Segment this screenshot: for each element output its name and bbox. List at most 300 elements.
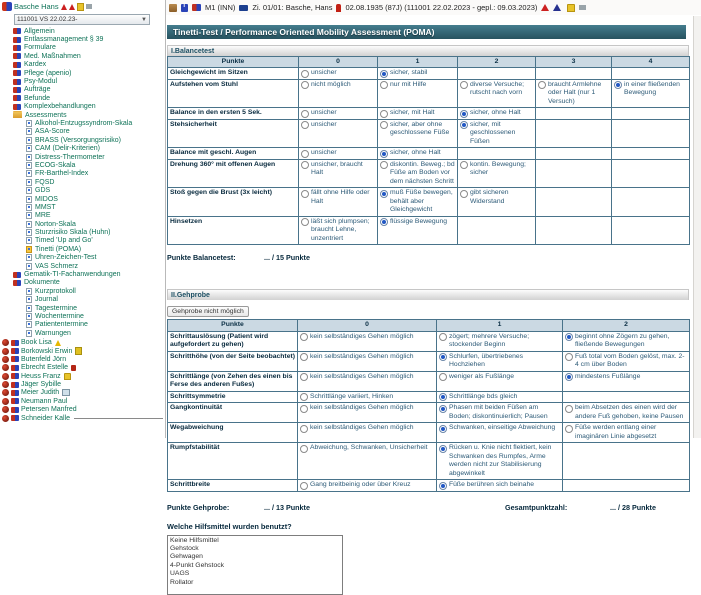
patient-item-label: Butenfeld Jörn [21, 355, 67, 363]
tree-item-label: Norton-Skala [35, 220, 76, 228]
radio-icon[interactable] [538, 81, 546, 89]
option-label: nicht möglich [311, 80, 351, 88]
tree-item-label: Wochentermine [35, 312, 84, 320]
radio-option[interactable] [439, 373, 560, 382]
tree-item-label: Tinetti (POMA) [35, 245, 82, 253]
option-label: kein selbständiges Gehen möglich [310, 424, 414, 432]
form-icon [26, 330, 32, 337]
radio-option[interactable] [301, 109, 375, 118]
column-header: 1 [437, 320, 563, 331]
column-header: 4 [612, 57, 690, 68]
option-label: unsicher [311, 149, 337, 157]
sidebar-item-timed-up-and-go[interactable] [0, 237, 165, 245]
radio-icon[interactable] [565, 353, 573, 361]
radio-icon[interactable] [301, 121, 309, 129]
table-row [168, 79, 690, 107]
radio-option[interactable] [439, 444, 560, 478]
tree-item-label: Kardex [24, 61, 47, 69]
option-label: unsicher [311, 69, 337, 77]
patient-item-butenfeld-j-rn[interactable] [0, 355, 165, 363]
radio-icon[interactable] [300, 445, 308, 453]
sidebar-item-komplexbehandlungen[interactable] [0, 103, 165, 111]
module-icon [11, 390, 19, 396]
option-cell[interactable] [563, 371, 690, 391]
bed-icon [239, 5, 248, 11]
option-cell[interactable] [299, 79, 378, 107]
sidebar-item-gds[interactable] [0, 186, 165, 194]
option-cell[interactable] [612, 79, 690, 107]
option-cell[interactable] [298, 423, 437, 443]
radio-icon[interactable] [301, 81, 309, 89]
option-cell [536, 108, 612, 120]
sidebar-item-cam-delir-kriterien[interactable] [0, 144, 165, 152]
option-cell[interactable] [437, 423, 563, 443]
option-cell[interactable] [378, 159, 458, 187]
patient-info-label: 02.08.1935 (87J) (111001 22.02.2023 - gepl.: 09.03.2023) [345, 3, 538, 12]
radio-option[interactable] [565, 404, 687, 421]
radio-option[interactable] [460, 189, 533, 206]
option-cell [563, 443, 690, 480]
sidebar-item-sturzrisiko-skala-huhn[interactable] [0, 228, 165, 236]
option-cell[interactable] [299, 108, 378, 120]
sidebar-item-warnungen[interactable] [0, 329, 165, 337]
column-header: 2 [563, 320, 690, 331]
gait-row-label-schrittbreite: Schrittbreite [168, 480, 298, 492]
radio-option[interactable] [439, 404, 560, 421]
radio-option[interactable] [380, 161, 455, 186]
gehprobe-nicht-moeglich-button[interactable]: Gehprobe nicht möglich [167, 306, 249, 317]
option-label: kontin. Bewegung; sicher [470, 160, 526, 177]
tree-item-label: Tagestermine [35, 304, 78, 312]
radio-selected-icon[interactable] [380, 218, 388, 226]
sidebar-item-alkohol-entzugssyndrom-skala[interactable] [0, 119, 165, 127]
radio-option[interactable] [301, 121, 375, 130]
option-cell[interactable] [298, 443, 437, 480]
radio-option[interactable] [380, 121, 455, 138]
radio-option[interactable] [614, 81, 687, 98]
radio-option[interactable] [301, 218, 375, 243]
radio-option[interactable] [380, 149, 455, 158]
module-icon [13, 104, 21, 110]
option-cell[interactable] [437, 443, 563, 480]
option-cell [612, 68, 690, 80]
patient-logo-icon [2, 356, 9, 363]
option-label: sicher, aber ohne geschlossene Füße [390, 120, 450, 137]
sidebar-item-formulare[interactable] [0, 44, 165, 52]
radio-icon[interactable] [300, 405, 308, 413]
option-cell[interactable] [458, 159, 536, 187]
option-cell[interactable] [378, 188, 458, 216]
form-icon [26, 254, 32, 261]
sidebar-item-assessments[interactable] [0, 111, 165, 119]
option-cell[interactable] [378, 148, 458, 160]
option-label: Schlurfen, übertriebenes Hochziehen [449, 352, 524, 369]
radio-option[interactable] [300, 333, 434, 342]
option-cell [563, 480, 690, 492]
main-area [166, 0, 701, 586]
radio-option[interactable] [300, 404, 434, 413]
table-row [168, 403, 690, 423]
sidebar-item-vas-schmerz[interactable] [0, 262, 165, 270]
sidebar-item-med-ma-nahmen[interactable] [0, 52, 165, 60]
radio-option[interactable] [565, 373, 687, 382]
sidebar-item-fr-barthel-index[interactable] [0, 170, 165, 178]
case-select[interactable] [14, 14, 150, 25]
radio-icon[interactable] [565, 405, 573, 413]
radio-selected-icon[interactable] [460, 121, 468, 129]
option-cell[interactable] [299, 159, 378, 187]
radio-option[interactable] [300, 393, 434, 402]
option-cell[interactable] [298, 371, 437, 391]
radio-option[interactable] [460, 81, 533, 98]
option-label: unsicher [311, 109, 337, 117]
radio-selected-icon[interactable] [460, 110, 468, 118]
radio-option[interactable] [460, 109, 533, 118]
aids-listbox[interactable] [167, 535, 343, 595]
patient-header[interactable] [0, 0, 165, 13]
sidebar-item-asa-score[interactable] [0, 128, 165, 136]
option-label: Fuß total vom Boden gelöst, max. 2-4 cm über Boden [575, 352, 685, 369]
patient-item-schneider-kalle[interactable] [0, 414, 165, 422]
radio-selected-icon[interactable] [439, 393, 447, 401]
option-cell[interactable] [563, 351, 690, 371]
form-icon [26, 154, 32, 161]
patient-logo-icon [2, 406, 9, 413]
radio-option[interactable] [301, 161, 375, 178]
form-icon [26, 196, 32, 203]
aids-option-4-punkt-gehstock[interactable]: 4-Punkt Gehstock [170, 561, 225, 569]
sidebar-item-patiententermine[interactable] [0, 321, 165, 329]
column-header: Punkte [168, 57, 299, 68]
sidebar-item-entlassmanagement-39[interactable] [0, 35, 165, 43]
sidebar-item-tagestermine[interactable] [0, 304, 165, 312]
radio-option[interactable] [460, 121, 533, 146]
table-row [168, 351, 690, 371]
table-header-row [168, 57, 690, 68]
radio-option[interactable] [380, 109, 455, 118]
folder-icon [13, 112, 22, 118]
radio-icon[interactable] [565, 425, 573, 433]
patient-item-petersen-manfred[interactable] [0, 406, 165, 414]
radio-selected-icon[interactable] [565, 373, 573, 381]
module-icon [13, 62, 21, 68]
option-cell[interactable] [536, 79, 612, 107]
patient-item-label: Borkowski Erwin [21, 347, 73, 355]
option-cell[interactable] [378, 108, 458, 120]
form-icon [26, 263, 32, 270]
radio-icon[interactable] [380, 121, 388, 129]
radio-option[interactable] [300, 373, 434, 382]
form-icon [26, 288, 32, 295]
patient-item-meier-judith[interactable] [0, 389, 165, 397]
option-cell[interactable] [298, 331, 437, 351]
radio-selected-icon[interactable] [439, 425, 447, 433]
tree-item-label: Formulare [24, 44, 56, 52]
table-row [168, 159, 690, 187]
option-cell[interactable] [563, 403, 690, 423]
radio-icon[interactable] [439, 333, 447, 341]
tree-item-label: ASA-Score [35, 128, 70, 136]
radio-icon[interactable] [380, 81, 388, 89]
balance-row-label-sto-gegen-die-brust-3x-leicht: Stoß gegen die Brust (3x leicht) [168, 188, 299, 216]
tree-item-label: CAM (Delir-Kriterien) [35, 145, 100, 153]
radio-option[interactable] [439, 481, 560, 490]
sidebar-item-norton-skala[interactable] [0, 220, 165, 228]
option-cell[interactable] [298, 403, 437, 423]
ward-icon [192, 4, 201, 11]
option-cell[interactable] [298, 480, 437, 492]
radio-selected-icon[interactable] [614, 81, 622, 89]
option-label: diverse Versuche; rutscht nach vorn [470, 80, 525, 97]
patient-item-neumann-paul[interactable] [0, 397, 165, 405]
radio-icon[interactable] [300, 333, 308, 341]
radio-selected-icon[interactable] [439, 482, 447, 490]
aids-option-uags[interactable]: UAGS [170, 570, 190, 578]
module-icon [11, 340, 19, 346]
info-icon[interactable] [181, 4, 188, 12]
sidebar-item-brass-versorgungsrisiko[interactable] [0, 136, 165, 144]
option-cell[interactable] [563, 331, 690, 351]
patient-item-label: Heuss Franz [21, 372, 61, 380]
warning-icon [541, 4, 549, 11]
radio-selected-icon[interactable] [439, 445, 447, 453]
balance-score-value: ... / 15 Punkte [264, 253, 310, 263]
lock-icon [64, 373, 71, 380]
warning-icon [61, 4, 67, 10]
option-cell[interactable] [298, 391, 437, 403]
option-cell [612, 188, 690, 216]
radio-option[interactable] [301, 149, 375, 158]
tree-item-label: FQSD [35, 178, 55, 186]
radio-option[interactable] [380, 81, 455, 90]
sidebar-item-kardex[interactable] [0, 61, 165, 69]
radio-icon[interactable] [301, 110, 309, 118]
option-label: unsicher, braucht Halt [311, 160, 363, 177]
option-cell [612, 216, 690, 244]
aids-option-keine-hilfsmittel[interactable]: Keine Hilfsmittel [170, 536, 219, 544]
sidebar-item-wochentermine[interactable] [0, 312, 165, 320]
option-cell [458, 216, 536, 244]
tree-item-label: Allgemein [24, 27, 55, 35]
form-icon [26, 170, 32, 177]
sidebar-item-uhren-zeichen-test[interactable] [0, 254, 165, 262]
option-cell[interactable] [458, 119, 536, 147]
patient-item-heuss-franz[interactable] [0, 372, 165, 380]
radio-selected-icon[interactable] [380, 70, 388, 78]
warning-icon [55, 340, 61, 346]
tree-item-label: Journal [35, 296, 58, 304]
option-cell[interactable] [378, 119, 458, 147]
table-header-row [168, 320, 690, 331]
radio-icon[interactable] [460, 161, 468, 169]
radio-option[interactable] [439, 333, 560, 350]
option-cell[interactable] [437, 391, 563, 403]
ward-label: M1 (INN) [205, 3, 236, 12]
patient-item-label: Neumann Paul [21, 397, 68, 405]
option-label: beginnt ohne Zögern zu gehen, fließende Bewegungen [575, 332, 670, 349]
radio-option[interactable] [460, 161, 533, 178]
radio-selected-icon[interactable] [565, 333, 573, 341]
module-icon [13, 53, 21, 59]
sidebar-item-journal[interactable] [0, 296, 165, 304]
sidebar-item-allgemein[interactable] [0, 27, 165, 35]
option-cell[interactable] [299, 216, 378, 244]
sidebar-item-distress-thermometer[interactable] [0, 153, 165, 161]
sidebar-item-pflege-apenio[interactable] [0, 69, 165, 77]
option-cell [536, 159, 612, 187]
radio-option[interactable] [565, 333, 687, 350]
divider [74, 418, 163, 419]
flag-icon[interactable] [579, 5, 586, 10]
radio-option[interactable] [301, 81, 375, 90]
patient-item-borkowski-erwin[interactable] [0, 347, 165, 355]
radio-option[interactable] [565, 424, 687, 441]
radio-icon[interactable] [301, 190, 309, 198]
radio-icon[interactable] [301, 161, 309, 169]
sidebar-item-midos[interactable] [0, 195, 165, 203]
tree-item-label: Sturzrisiko Skala (Huhn) [35, 229, 111, 237]
option-cell[interactable] [378, 68, 458, 80]
module-icon [13, 272, 21, 278]
vertical-scrollbar[interactable] [693, 16, 701, 438]
option-label: Schrittlänge bds gleich [449, 392, 518, 400]
lock-icon[interactable] [567, 4, 575, 12]
radio-option[interactable] [439, 424, 560, 433]
radio-option[interactable] [300, 353, 434, 362]
radio-option[interactable] [300, 481, 434, 490]
radio-icon[interactable] [380, 110, 388, 118]
radio-option[interactable] [300, 444, 434, 453]
radio-icon[interactable] [300, 393, 308, 401]
option-cell[interactable] [437, 351, 563, 371]
radio-option[interactable] [538, 81, 609, 106]
radio-icon[interactable] [301, 218, 309, 226]
radio-selected-icon[interactable] [439, 405, 447, 413]
patient-item-book-lisa[interactable] [0, 338, 165, 346]
column-header: 0 [298, 320, 437, 331]
note-icon [77, 3, 84, 11]
radio-icon[interactable] [460, 81, 468, 89]
option-cell[interactable] [437, 403, 563, 423]
radio-option[interactable] [380, 69, 455, 78]
radio-icon[interactable] [300, 373, 308, 381]
radio-icon[interactable] [460, 190, 468, 198]
app-logo-icon [2, 2, 12, 11]
chevron-down-icon: ▼ [141, 16, 147, 23]
radio-icon[interactable] [301, 70, 309, 78]
patient-item-j-ger-sybille[interactable] [0, 380, 165, 388]
section-gehprobe: II.Gehprobe [167, 289, 689, 300]
sidebar-item-gematik-ti-fachanwendungen[interactable] [0, 270, 165, 278]
option-cell[interactable] [458, 79, 536, 107]
tree-item-label: Uhren-Zeichen-Test [35, 254, 97, 262]
sidebar-tree [0, 27, 165, 337]
radio-icon[interactable] [301, 150, 309, 158]
tree-item-label: Warnungen [35, 329, 71, 337]
radio-icon[interactable] [439, 373, 447, 381]
radio-option[interactable] [380, 218, 455, 227]
radio-option[interactable] [301, 189, 375, 206]
sidebar-item-psy-modul[interactable] [0, 77, 165, 85]
form-icon [26, 246, 32, 253]
radio-option[interactable] [439, 393, 560, 402]
radio-icon[interactable] [300, 353, 308, 361]
sidebar-item-tinetti-poma[interactable] [0, 245, 165, 253]
option-label: läßt sich plumpsen; braucht Lehne, unzentriert [311, 217, 370, 242]
radio-option[interactable] [300, 424, 434, 433]
aids-option-gehstock[interactable]: Gehstock [170, 545, 199, 552]
balance-row-label-drehung-360-mit-offenen-augen: Drehung 360° mit offenen Augen [168, 159, 299, 187]
radio-selected-icon[interactable] [380, 150, 388, 158]
patient-list [0, 338, 165, 422]
archive-icon[interactable] [169, 4, 177, 12]
sidebar-item-befunde[interactable] [0, 94, 165, 102]
option-cell[interactable] [298, 351, 437, 371]
patient-logo-icon [2, 348, 9, 355]
option-cell[interactable] [299, 188, 378, 216]
table-row [168, 331, 690, 351]
aids-question: Welche Hilfsmittel wurden benutzt? [167, 521, 292, 531]
gait-row-label-schritth-he-von-der-seite-beobachtet: Schritthöhe (von der Seite beobachtet) [168, 351, 298, 371]
radio-option[interactable] [380, 189, 455, 214]
module-icon [13, 37, 21, 43]
option-cell[interactable] [378, 216, 458, 244]
option-cell[interactable] [563, 423, 690, 443]
tree-item-label: GDS [35, 187, 51, 195]
option-cell [536, 68, 612, 80]
patient-item-ebrecht-estelle[interactable] [0, 364, 165, 372]
radio-selected-icon[interactable] [439, 353, 447, 361]
option-label: kein selbständiges Gehen möglich [310, 404, 414, 412]
radio-option[interactable] [439, 353, 560, 370]
sidebar-item-mre[interactable] [0, 212, 165, 220]
option-cell[interactable] [437, 331, 563, 351]
aids-option-gehwagen[interactable]: Gehwagen [170, 553, 203, 561]
sidebar-item-mmst[interactable] [0, 203, 165, 211]
option-cell[interactable] [299, 68, 378, 80]
option-label: sicher, mit geschlossenen Füßen [470, 120, 516, 145]
tree-item-label: Dokumente [24, 279, 60, 287]
option-cell[interactable] [378, 79, 458, 107]
radio-option[interactable] [565, 353, 687, 370]
sidebar-item-fqsd[interactable] [0, 178, 165, 186]
sidebar-item-dokumente[interactable] [0, 279, 165, 287]
option-cell[interactable] [458, 108, 536, 120]
sidebar-item-auftr-ge[interactable] [0, 86, 165, 94]
radio-icon[interactable] [380, 161, 388, 169]
option-cell[interactable] [299, 119, 378, 147]
aids-option-rollator[interactable]: Rollator [170, 578, 194, 586]
option-cell[interactable] [458, 188, 536, 216]
form-icon [26, 128, 32, 135]
option-label: sicher, stabil [390, 69, 428, 77]
patient-logo-icon [2, 373, 9, 380]
table-row [168, 391, 690, 403]
tree-item-label: Psy-Modul [24, 78, 58, 86]
sidebar-item-kurzprotokoll[interactable] [0, 287, 165, 295]
option-cell[interactable] [437, 480, 563, 492]
sidebar-item-ecog-skala[interactable] [0, 161, 165, 169]
radio-icon[interactable] [300, 482, 308, 490]
gait-row-label-wegabweichung: Wegabweichung [168, 423, 298, 443]
module-icon [13, 70, 21, 76]
radio-selected-icon[interactable] [380, 190, 388, 198]
radio-option[interactable] [301, 69, 375, 78]
radio-icon[interactable] [300, 425, 308, 433]
option-cell[interactable] [437, 371, 563, 391]
table-row [168, 480, 690, 492]
option-cell[interactable] [299, 148, 378, 160]
